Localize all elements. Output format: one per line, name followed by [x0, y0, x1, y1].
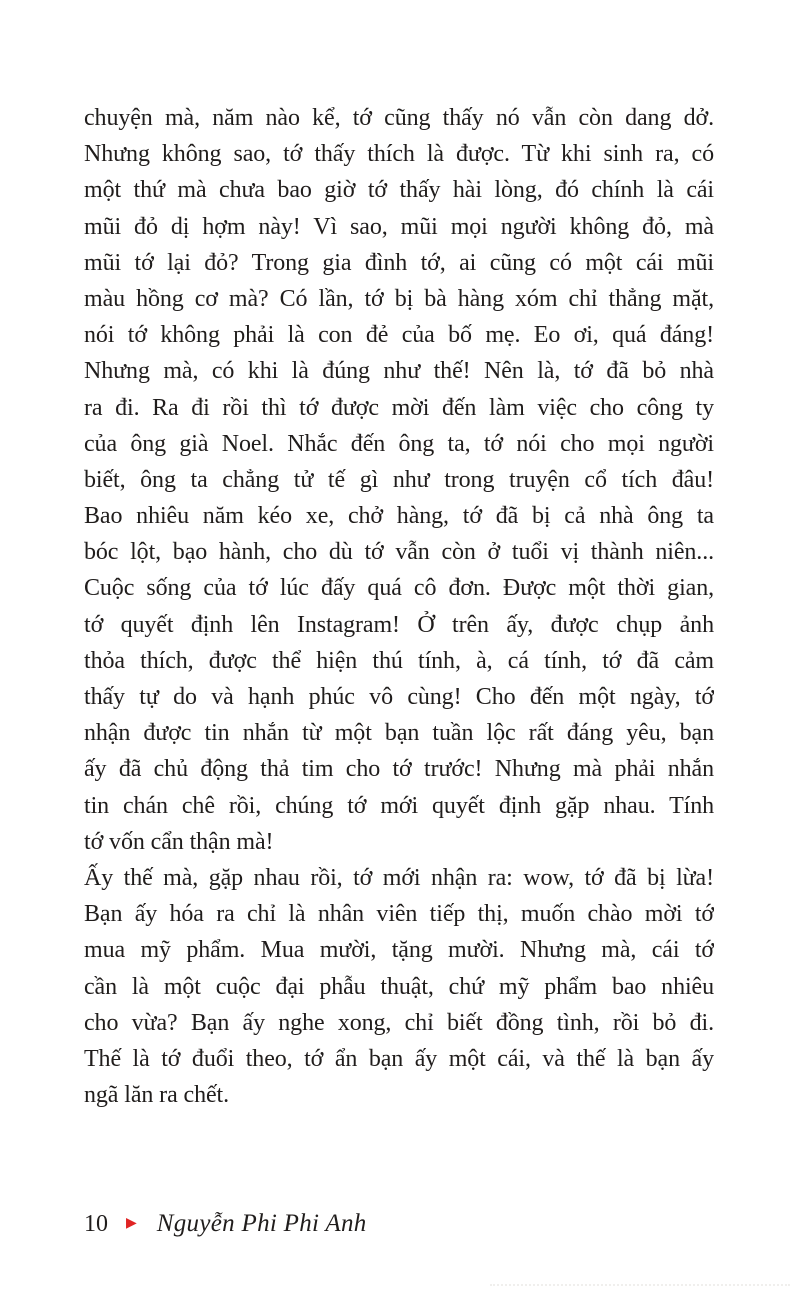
page-body-text — [84, 100, 714, 1113]
text-line: bóc lột, bạo hành, cho dù tớ vẫn còn ở tuổi vị thành niên... — [84, 539, 714, 566]
text-line: ngã lăn ra chết. — [84, 1082, 229, 1109]
text-line: thấy tự do và hạnh phúc vô cùng! Cho đến một ngày, tớ — [84, 684, 714, 710]
text-line: Thế là tớ đuổi theo, tớ ẩn bạn ấy một cái, và thế là bạn ấy — [84, 1045, 714, 1072]
text-line: tớ quyết định lên Instagram! Ở trên ấy, được chụp ảnh — [84, 611, 714, 638]
page-footer — [84, 1208, 367, 1240]
running-footer-author: Nguyễn Phi Phi Anh — [156, 1210, 367, 1237]
text-line: màu hồng cơ mà? Có lần, tớ bị bà hàng xóm chỉ thẳng mặt, — [84, 285, 714, 312]
text-line: một thứ mà chưa bao giờ tớ thấy hài lòng, đó chính là cái — [84, 177, 714, 204]
text-line: tin chán chê rồi, chúng tớ mới quyết định gặp nhau. Tính — [84, 792, 714, 819]
text-line: cần là một cuộc đại phẫu thuật, chứ mỹ phẩm bao nhiêu — [84, 973, 714, 1000]
text-line: biết, ông ta chẳng tử tế gì như trong truyện cổ tích đâu! — [84, 466, 714, 493]
text-line: ấy đã chủ động thả tim cho tớ trước! Nhưng mà phải nhắn — [84, 756, 714, 783]
text-line: Ấy thế mà, gặp nhau rồi, tớ mới nhận ra: wow, tớ đã bị lừa! — [84, 864, 714, 891]
arrow-right-icon: ▶ — [126, 1216, 137, 1231]
text-line: Cuộc sống của tớ lúc đấy quá cô đơn. Được một thời gian, — [84, 575, 714, 602]
faint-dotted-scan-artifact — [490, 1284, 790, 1286]
text-line: chuyện mà, năm nào kể, tớ cũng thấy nó vẫn còn dang dở. — [84, 105, 714, 131]
text-line: của ông già Noel. Nhắc đến ông ta, tớ nói cho mọi người — [84, 430, 714, 457]
text-line: cho vừa? Bạn ấy nghe xong, chỉ biết đồng tình, rồi bỏ đi. — [84, 1009, 714, 1036]
text-line: Nhưng mà, có khi là đúng như thế! Nên là, tớ đã bỏ nhà — [84, 358, 714, 385]
text-line: nhận được tin nhắn từ một bạn tuần lộc rất đáng yêu, bạn — [84, 720, 714, 747]
text-line: Bạn ấy hóa ra chỉ là nhân viên tiếp thị, muốn chào mời tớ — [84, 901, 714, 928]
text-line: mũi đỏ dị hợm này! Vì sao, mũi mọi người không đỏ, mà — [84, 213, 714, 240]
text-line: ra đi. Ra đi rồi thì tớ được mời đến làm việc cho công ty — [84, 394, 714, 421]
text-line: nói tớ không phải là con đẻ của bố mẹ. Eo ơi, quá đáng! — [84, 322, 714, 349]
text-line: thỏa thích, được thể hiện thú tính, à, cá tính, tớ đã cảm — [84, 647, 714, 674]
text-line: tớ vốn cẩn thận mà! — [84, 828, 274, 855]
text-line: Bao nhiêu năm kéo xe, chở hàng, tớ đã bị cả nhà ông ta — [84, 503, 714, 530]
page-number: 10 — [84, 1211, 108, 1237]
text-line: Nhưng không sao, tớ thấy thích là được. Từ khi sinh ra, có — [84, 141, 714, 168]
text-line: mua mỹ phẩm. Mua mười, tặng mười. Nhưng mà, cái tớ — [84, 937, 714, 964]
text-line: mũi tớ lại đỏ? Trong gia đình tớ, ai cũng có một cái mũi — [84, 249, 714, 276]
